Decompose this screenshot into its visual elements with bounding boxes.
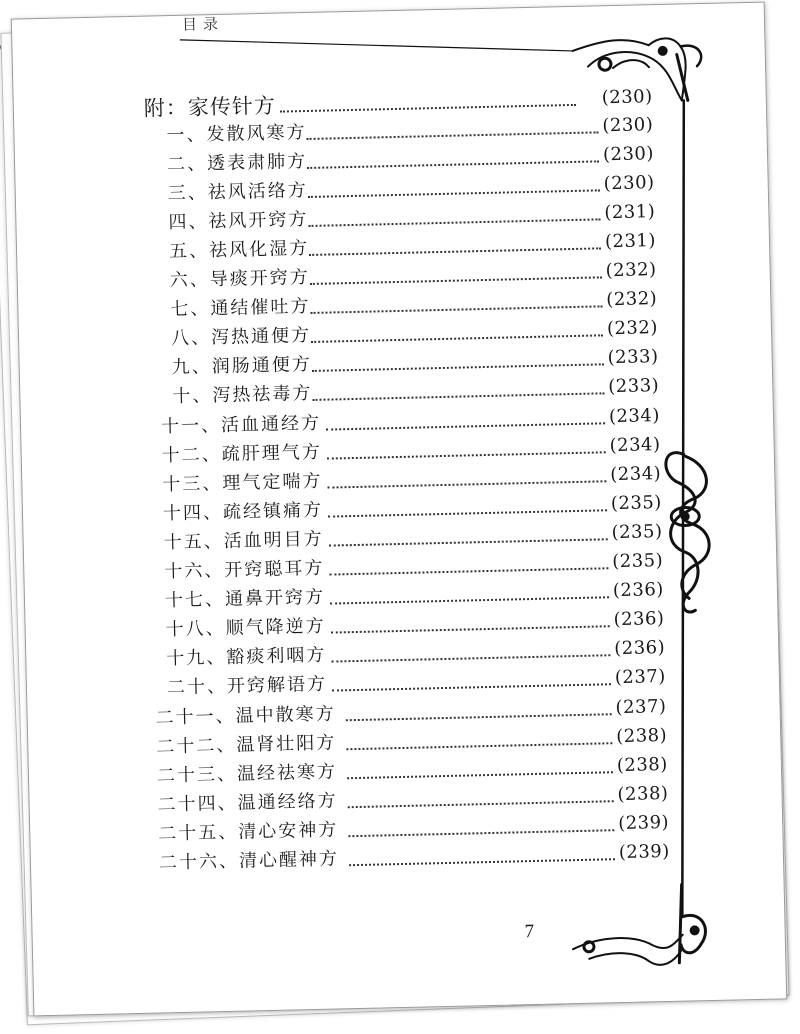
toc-entry-page: (238) [616,753,669,777]
toc-entry-page: (237) [614,665,667,689]
border-top-line [180,31,572,60]
page-number: 7 [524,921,535,943]
toc-leader-dots [348,829,614,837]
toc-leader-dots [307,160,599,169]
toc-entry-page: (235) [610,492,663,515]
toc-leader-dots [312,363,604,372]
toc-leader-dots [309,247,601,256]
toc-entry-title: 七、通结催吐方 [170,295,311,321]
toc-entry-page: (237) [615,695,667,719]
toc-entry-title: 十九、豁痰利咽方 [166,644,327,670]
toc-entry-title: 二十三、温经祛寒方 [156,761,338,787]
toc-entry-title: 十一、活血通经方 [160,412,322,438]
toc-entry-page: (231) [604,230,657,253]
toc-leader-dots [331,625,610,633]
toc-entry-page: (239) [618,840,670,864]
toc-entry-page: (234) [609,434,661,457]
toc-leader-dots [346,742,612,750]
toc-entry-title: 十、泻热祛毒方 [172,382,313,408]
toc-entry-page: (236) [613,608,665,631]
toc-heading-page: (230) [601,86,653,109]
running-header: 目录 [181,14,225,34]
toc-entry-page: (233) [608,375,660,398]
toc-entry-title: 一、发散风寒方 [166,122,307,147]
toc-entry-page: (232) [606,317,659,340]
toc-entry-page: (231) [604,201,656,224]
toc-leader-dots [327,480,606,488]
toc-leader-dots [309,218,601,227]
toc-entry-page: (234) [610,463,662,486]
side-ornament-icon [666,452,711,613]
toc-leader-dots [311,334,603,343]
toc-entry-title: 六、导痰开窍方 [169,266,310,292]
toc-leader-dots [349,858,615,866]
toc-entry-title: 二十五、清心安神方 [158,819,339,845]
corner-ornament-bottom-icon [572,884,707,967]
toc-leader-dots [330,596,609,604]
toc-leader-dots [310,276,602,285]
toc-leader-dots [347,771,613,779]
toc-leader-dots [280,104,576,113]
toc-leader-dots [348,800,614,808]
toc-entry-title: 十三、理气定喘方 [162,470,323,496]
toc-leader-dots [326,422,605,430]
toc-leader-dots [329,538,608,546]
toc-leader-dots [312,392,604,401]
toc-entry-page: (230) [602,114,654,137]
toc-entry-title: 三、祛风活络方 [167,179,308,205]
toc-entry-title: 八、泻热通便方 [170,324,312,350]
toc-entry-title: 十七、通鼻开窍方 [164,586,326,612]
toc-entry-page: (234) [608,405,661,428]
toc-entry-title: 五、祛风化湿方 [168,237,310,263]
toc-entry-page: (232) [606,288,658,311]
toc-entry-page: (239) [617,811,670,835]
toc-entry-title: 二十一、温中散寒方 [155,703,336,729]
toc-leader-dots [311,305,603,314]
toc-entry-title: 二十四、温通经络方 [157,790,338,816]
toc-entry-title: 十六、开窍聪耳方 [164,557,325,583]
toc-entry-title: 九、润肠通便方 [171,353,312,379]
toc-entry-page: (232) [605,259,657,282]
toc-entry-title: 十二、疏肝理气方 [161,441,322,467]
toc-entry-title: 二十六、清心醒神方 [158,848,340,874]
toc-entry-page: (235) [612,550,664,573]
toc-entry-title: 十八、顺气降逆方 [165,615,326,641]
document-page [11,2,787,1017]
toc-leader-dots [346,713,612,721]
toc-leader-dots [328,509,607,517]
toc-leader-dots [308,189,600,198]
toc-entry-title: 二十二、温肾壮阳方 [156,732,337,758]
toc-entry-title: 二十、开窍解语方 [166,673,328,699]
toc-leader-dots [307,131,599,140]
toc-entry-page: (230) [603,172,655,195]
toc-entry-title: 四、祛风开窍方 [168,208,309,234]
toc-entry-title: 十四、疏经镇痛方 [162,499,324,525]
toc-entry-page: (238) [615,724,668,748]
toc-heading-title: 附：家传针方 [143,93,277,121]
toc-leader-dots [327,451,606,459]
toc-leader-dots [329,567,608,575]
toc-entry-page: (235) [611,521,663,544]
toc-entry-page: (236) [612,579,665,602]
toc-entry-title: 十五、活血明目方 [163,528,324,554]
toc-entry-page: (238) [617,782,669,806]
toc-entry-title: 二、透表肃肺方 [166,150,308,176]
toc-entry-page: (230) [602,143,655,166]
toc-entry-page: (236) [613,637,666,660]
toc-entry-page: (233) [607,346,659,369]
toc-leader-dots [332,683,611,691]
toc-leader-dots [331,654,610,662]
